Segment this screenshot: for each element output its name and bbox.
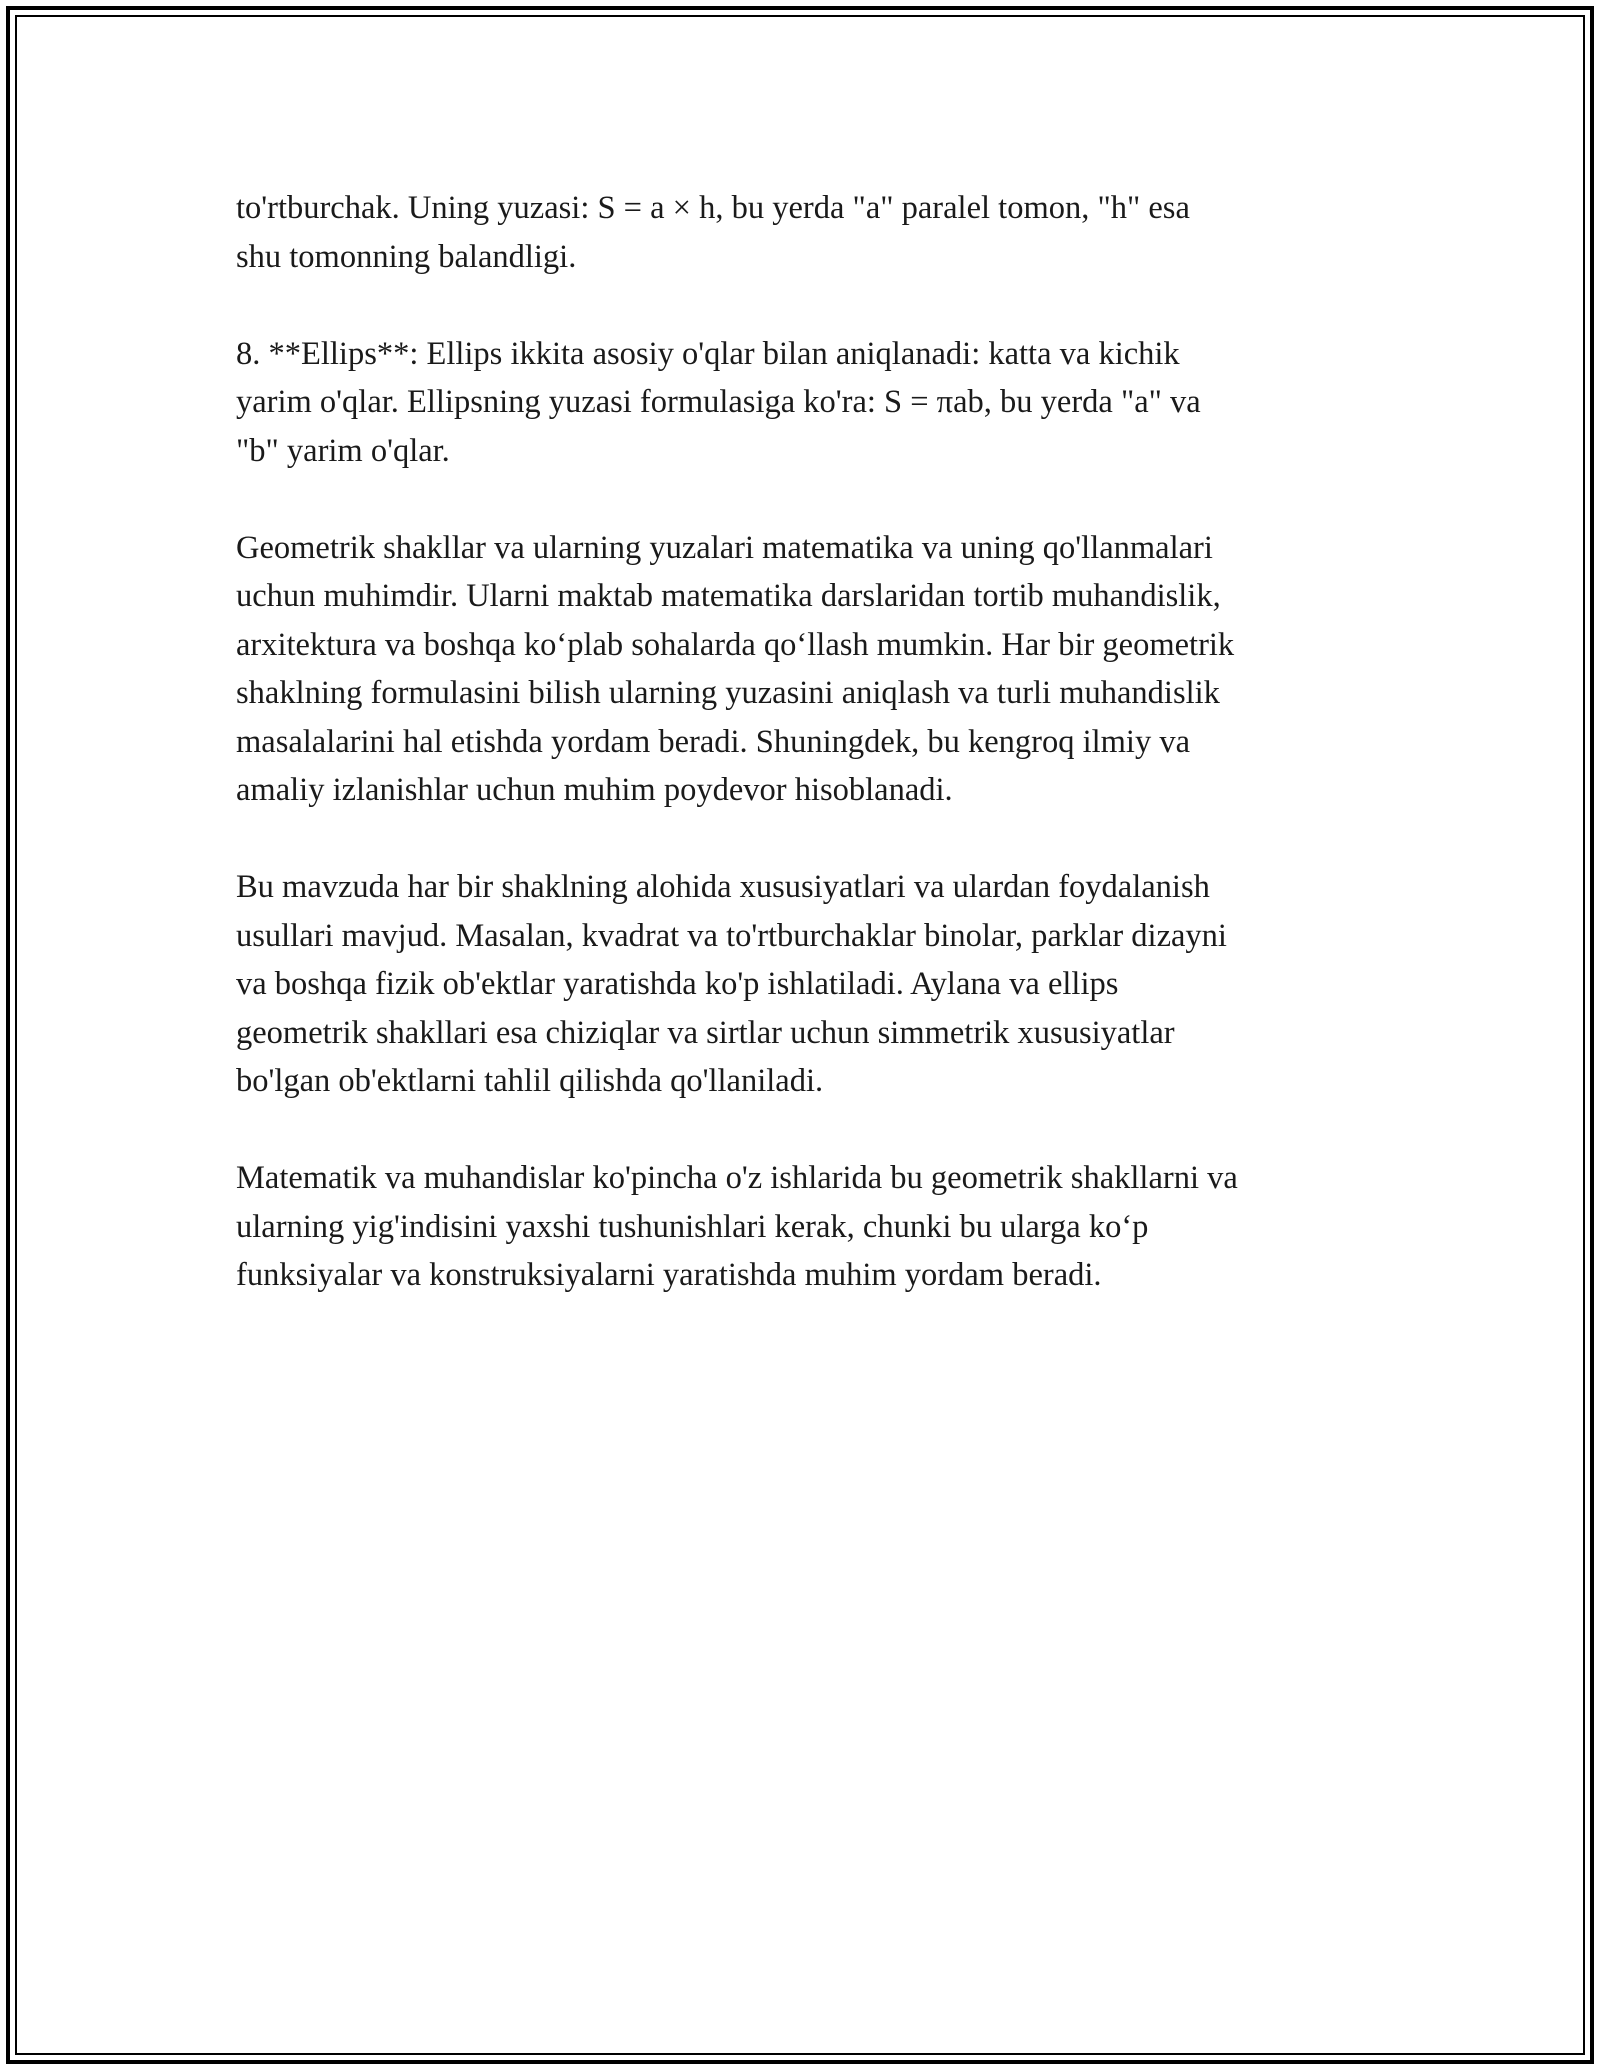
paragraph-ellipse (236, 330, 1396, 476)
text-line: Geometrik shakllar va ularning yuzalari matematika va uning qo'llanmalari (236, 529, 1213, 566)
text-line: bo'lgan ob'ektlarni tahlil qilishda qo'llaniladi. (236, 1063, 824, 1099)
text-line: arxitektura va boshqa ko‘plab sohalarda qo‘llash mumkin. Har bir geometrik (236, 626, 1235, 663)
paragraph-rectangle-continuation (236, 184, 1396, 281)
paragraph-importance (236, 524, 1396, 815)
text-line: amaliy izlanishlar uchun muhim poydevor hisoblanadi. (236, 772, 953, 808)
text-line: shaklning formulasini bilish ularning yuzasini aniqlash va turli muhandislik (236, 675, 1220, 711)
document-body (236, 184, 1396, 1348)
text-line: Matematik va muhandislar ko'pincha o'z ishlarida bu geometrik shakllarni va (236, 1160, 1238, 1196)
text-line: geometrik shakllari esa chiziqlar va sirtlar uchun simmetrik xususiyatlar (236, 1014, 1175, 1051)
text-line: ularning yig'indisini yaxshi tushunishlari kerak, chunki bu ularga ko‘p (236, 1208, 1149, 1245)
text-line: uchun muhimdir. Ularni maktab matematika darslaridan tortib muhandislik, (236, 578, 1221, 614)
text-line: "b" yarim o'qlar. (236, 432, 450, 469)
text-line: yarim o'qlar. Ellipsning yuzasi formulasiga ko'ra: S = πab, bu yerda "a" va (236, 384, 1201, 420)
text-line: 8. **Ellips**: Ellips ikkita asosiy o'qlar bilan aniqlanadi: katta va kichik (236, 335, 1180, 372)
text-line: shu tomonning balandligi. (236, 238, 577, 275)
text-line: va boshqa fizik ob'ektlar yaratishda ko'p ishlatiladi. Aylana va ellips (236, 966, 1119, 1002)
text-line: Bu mavzuda har bir shaklning alohida xususiyatlari va ulardan foydalanish (236, 869, 1210, 905)
paragraph-properties (236, 863, 1396, 1106)
text-line: funksiyalar va konstruksiyalarni yaratishda muhim yordam beradi. (236, 1257, 1102, 1293)
text-line: usullari mavjud. Masalan, kvadrat va to'rtburchaklar binolar, parklar dizayni (236, 917, 1227, 954)
paragraph-conclusion (236, 1154, 1396, 1300)
text-line: masalalarini hal etishda yordam beradi. Shuningdek, bu kengroq ilmiy va (236, 723, 1191, 760)
text-line: to'rtburchak. Uning yuzasi: S = a × h, bu yerda "a" paralel tomon, "h" esa (236, 190, 1190, 226)
